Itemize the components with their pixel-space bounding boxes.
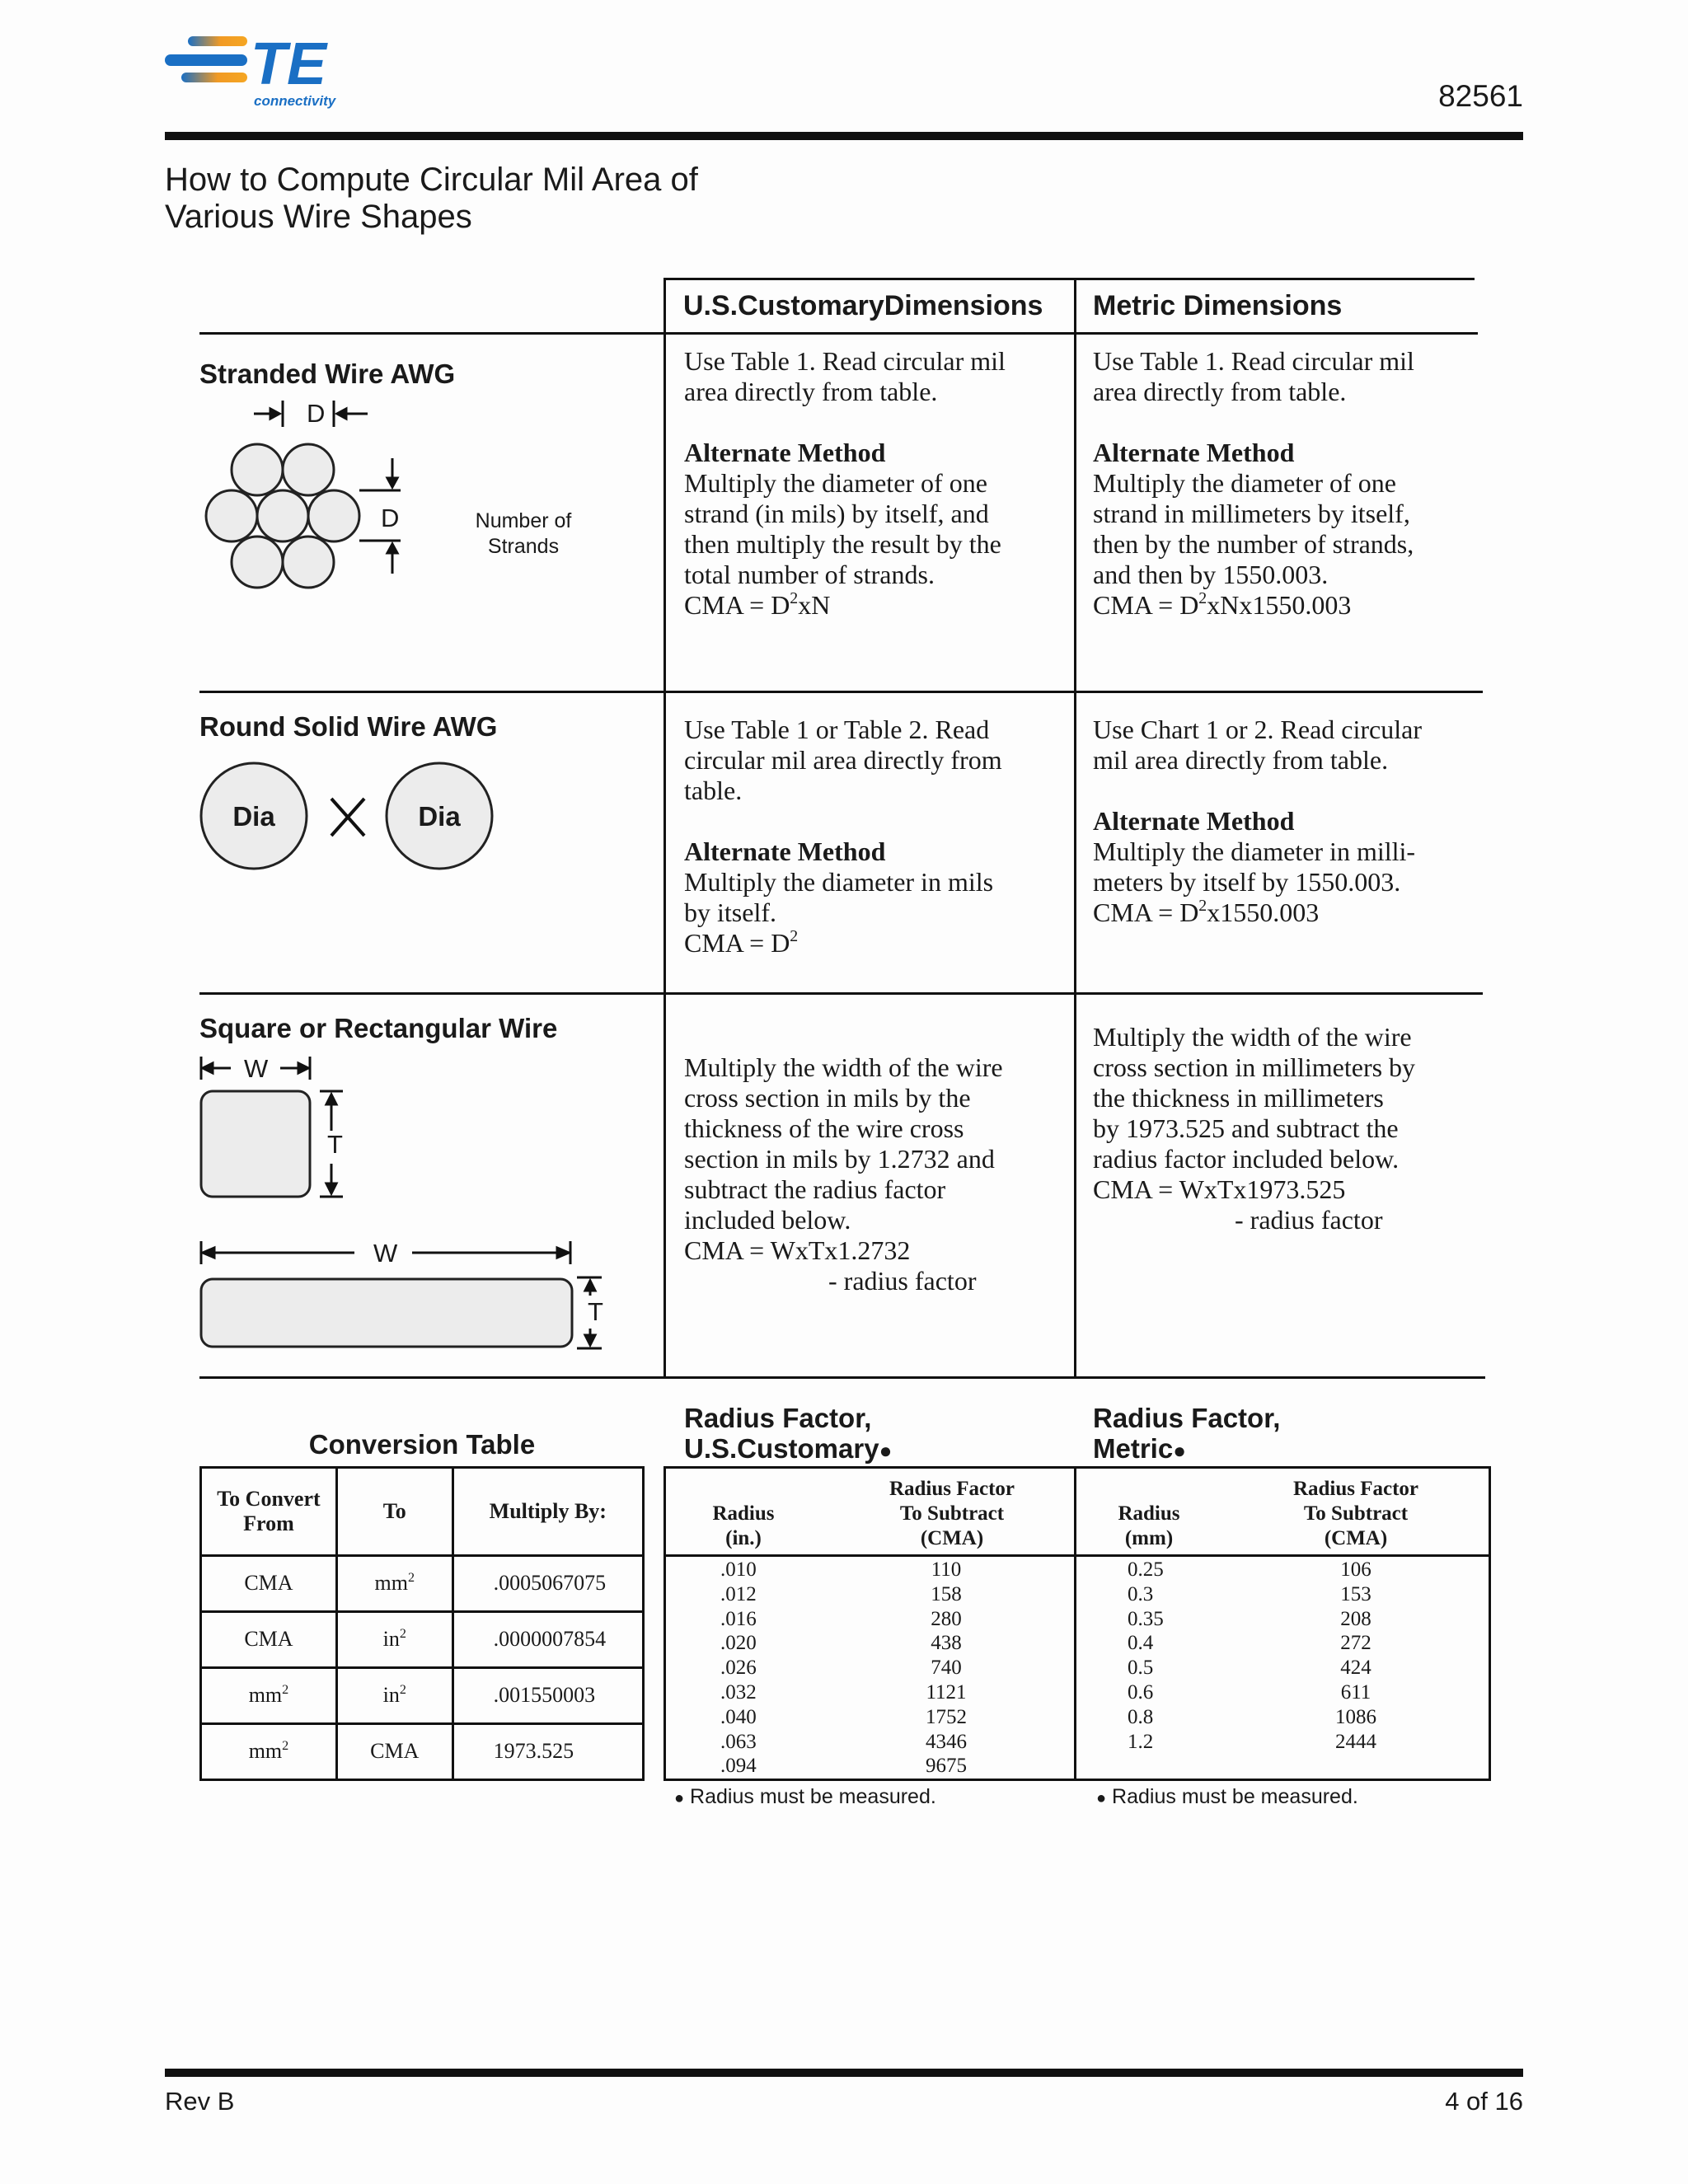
table-row [201, 1555, 644, 1611]
stranded-note [462, 509, 585, 560]
radius-metric-factors [1316, 1558, 1395, 1754]
formula-sup: 2 [790, 589, 799, 608]
row-label-stranded: Stranded Wire AWG [199, 359, 456, 389]
text-line: CMA = WxTx1.2732 [684, 1235, 911, 1265]
title-line-2: Various Wire Shapes [165, 199, 472, 235]
head-line: (CMA) [1324, 1527, 1388, 1549]
text-line: table. [684, 776, 743, 805]
text-line: meters by itself by 1550.003. [1093, 867, 1401, 897]
text-line: - radius factor [1235, 1205, 1383, 1235]
radius-metric-title-line-2: Metric● [1093, 1433, 1186, 1464]
radius-frame-top [663, 1466, 1491, 1469]
footer-rule [165, 2069, 1523, 2077]
radius-factor-value: 1086 [1335, 1705, 1376, 1728]
dia-label-left: Dia [232, 801, 275, 832]
text-line: by 1973.525 and subtract the [1093, 1113, 1399, 1143]
conversion-header-from: To Convert From [217, 1486, 321, 1535]
cell-to: $in^2$ [336, 1667, 452, 1723]
radius-factor-value: 272 [1340, 1632, 1372, 1655]
table-row [201, 1667, 644, 1723]
alt-method-heading: Alternate Method [1093, 806, 1295, 836]
text-line: Multiply the width of the wire [684, 1052, 1003, 1082]
formula-text: xN [798, 590, 831, 620]
cell-to: $in^2$ [336, 1611, 452, 1667]
head-line: (mm) [1124, 1527, 1174, 1549]
radius-metric-col1-head [1100, 1502, 1198, 1551]
radius-factor-value: 2444 [1335, 1730, 1376, 1753]
radius-factor-value: 740 [931, 1657, 962, 1680]
radius-factor-value: 280 [931, 1607, 962, 1630]
cell-from: CMA [201, 1555, 337, 1611]
svg-text:connectivity: connectivity [254, 93, 336, 109]
radius-value: .020 [720, 1632, 757, 1655]
formula [1093, 898, 1480, 928]
table-row [201, 1611, 644, 1667]
head-line: Radius [1118, 1502, 1180, 1525]
radius-factor-value: 208 [1340, 1607, 1372, 1630]
formula-sup: 2 [790, 927, 799, 946]
dia-label-right: Dia [418, 801, 461, 832]
formula-sup: 2 [1198, 897, 1207, 916]
head-line: Radius Factor [889, 1478, 1015, 1500]
conversion-title: Conversion Table [308, 1429, 536, 1460]
head-line: (in.) [725, 1527, 762, 1549]
text-line: cross section in mils by the [684, 1083, 971, 1113]
radius-value: .040 [720, 1705, 757, 1728]
radius-us-col2-head [865, 1477, 1039, 1551]
formula-text: CMA = D [684, 590, 790, 620]
text-line: Multiply the diameter of one [684, 468, 987, 498]
stranded-note-line-1: Number of [475, 509, 572, 532]
radius-us-col1-head [694, 1502, 793, 1551]
document-number: 82561 [1438, 79, 1523, 113]
radius-value: 0.8 [1128, 1705, 1154, 1728]
text-line: mil area directly from table. [1093, 745, 1389, 775]
head-line: Radius Factor [1292, 1478, 1419, 1500]
radius-frame-head [663, 1554, 1491, 1557]
formula-text: CMA = D [684, 928, 790, 958]
text-line: strand (in mils) by itself, and [684, 499, 989, 528]
text-line: circular mil area directly from [684, 745, 1002, 775]
revision: Rev B [165, 2087, 235, 2116]
text-line: CMA = WxTx1973.525 [1093, 1174, 1346, 1204]
radius-value: 0.5 [1128, 1657, 1154, 1680]
dim-t-square: T [327, 1130, 343, 1159]
head-line: To Subtract [899, 1502, 1005, 1525]
dim-w-square: W [244, 1054, 269, 1083]
cell-factor: 1973.525 [452, 1723, 643, 1779]
formula [1093, 590, 1480, 621]
cell-from: $mm^2$ [201, 1667, 337, 1723]
radius-factor-value: 4346 [926, 1730, 967, 1753]
header-rule [165, 132, 1523, 140]
dim-t-rect: T [588, 1297, 603, 1326]
radius-factor-value: 611 [1340, 1680, 1372, 1704]
svg-text:TE: TE [251, 31, 327, 97]
conversion-header [201, 1468, 337, 1556]
radius-factor-value: 424 [1340, 1657, 1372, 1680]
text-line: Multiply the diameter in milli- [1093, 837, 1416, 866]
text-line: Use Table 1. Read circular mil [1093, 346, 1414, 376]
table-rule-col1 [663, 278, 666, 1378]
text-line: Use Table 1. Read circular mil [684, 346, 1006, 376]
head-line: (CMA) [920, 1527, 984, 1549]
text-line: included below. [684, 1205, 851, 1235]
text-line: and then by 1550.003. [1093, 560, 1329, 589]
column-header-metric: Metric Dimensions [1093, 290, 1343, 321]
radius-metric-title [1093, 1403, 1280, 1466]
radius-factor-value: 110 [931, 1558, 962, 1581]
head-line: To Subtract [1303, 1502, 1409, 1525]
dim-w-rect: W [373, 1239, 398, 1268]
radius-metric-title-line-1: Radius Factor, [1093, 1403, 1281, 1433]
text-line: total number of strands. [684, 560, 935, 589]
radius-value: 1.2 [1128, 1730, 1154, 1753]
radius-value: .010 [720, 1558, 757, 1581]
radius-factor-value: 106 [1340, 1558, 1372, 1581]
text-line: radius factor included below. [1093, 1144, 1400, 1174]
radius-value: 0.4 [1128, 1632, 1154, 1655]
stranded-note-line-2: Strands [487, 535, 560, 558]
text-line: Multiply the diameter of one [1093, 468, 1396, 498]
radius-factor-value: 438 [931, 1632, 962, 1655]
formula [684, 590, 1071, 621]
column-header-us: U.S.CustomaryDimensions [683, 290, 1043, 321]
radius-us-title [684, 1403, 892, 1466]
conversion-header: Multiply By: [452, 1468, 643, 1556]
conversion-header-row [201, 1468, 644, 1556]
radius-value: 0.35 [1128, 1607, 1164, 1630]
text-line: Multiply the width of the wire [1093, 1022, 1412, 1052]
title-line-1: How to Compute Circular Mil Area of [165, 162, 698, 198]
cell-factor: .0000007854 [452, 1611, 643, 1667]
text-line: then multiply the result by the [684, 529, 1001, 559]
round-us-cell [684, 715, 1071, 958]
radius-metric-note: ● Radius must be measured. [1096, 1785, 1358, 1808]
text-line: section in mils by 1.2732 and [684, 1144, 995, 1174]
radius-factor-value: 9675 [926, 1755, 967, 1778]
cell-factor: .0005067075 [452, 1555, 643, 1611]
text-line: by itself. [684, 898, 776, 927]
radius-frame-left [663, 1466, 666, 1781]
alt-method-heading: Alternate Method [1093, 438, 1295, 467]
stranded-metric-cell [1093, 346, 1480, 621]
cell-to: CMA [336, 1723, 452, 1779]
radius-us-title-line-2: U.S.Customary● [684, 1433, 893, 1464]
square-metric-cell [1093, 1022, 1480, 1235]
radius-frame-bottom [663, 1779, 1491, 1781]
text-line: then by the number of strands, [1093, 529, 1414, 559]
table-rule-row1 [199, 691, 1483, 693]
alt-method-heading: Alternate Method [684, 438, 886, 467]
conversion-header: To [336, 1468, 452, 1556]
table-rule-row3 [199, 1376, 1485, 1379]
formula [684, 928, 1071, 958]
radius-factor-value: 1121 [926, 1680, 967, 1704]
head-line: Radius [712, 1502, 775, 1525]
radius-value: 0.6 [1128, 1680, 1154, 1704]
radius-factor-value: 153 [1340, 1582, 1372, 1605]
row-label-square: Square or Rectangular Wire [199, 1013, 558, 1043]
radius-frame-right [1489, 1466, 1491, 1781]
radius-factor-value: 158 [931, 1582, 962, 1605]
text-line: area directly from table. [684, 377, 938, 406]
page-title [165, 162, 698, 236]
radius-value: .094 [720, 1755, 757, 1778]
cell-to: $mm^2$ [336, 1555, 452, 1611]
radius-us-note: ● Radius must be measured. [674, 1785, 936, 1808]
text-line: Multiply the diameter in mils [684, 867, 994, 897]
radius-us-factors [907, 1558, 986, 1779]
radius-value: 0.3 [1128, 1582, 1154, 1605]
table-row [201, 1723, 644, 1779]
cell-from: $mm^2$ [201, 1723, 337, 1779]
formula-text: x1550.003 [1207, 898, 1320, 927]
stranded-dim-d-top: D [307, 399, 326, 428]
table-rule-header [199, 332, 1478, 335]
alt-method-heading: Alternate Method [684, 837, 886, 866]
text-line: Use Table 1 or Table 2. Read [684, 715, 990, 744]
text-line: subtract the radius factor [684, 1174, 946, 1204]
square-us-cell [684, 1052, 1071, 1296]
cell-factor: .001550003 [452, 1667, 643, 1723]
stranded-wire-diagram [195, 394, 607, 604]
formula-text: xNx1550.003 [1207, 590, 1352, 620]
text-line: area directly from table. [1093, 377, 1347, 406]
radius-value: .063 [720, 1730, 757, 1753]
formula-text: CMA = D [1093, 590, 1199, 620]
radius-metric-values [1128, 1558, 1202, 1754]
text-line: Use Chart 1 or 2. Read circular [1093, 715, 1422, 744]
radius-value: .032 [720, 1680, 757, 1704]
stranded-us-cell [684, 346, 1071, 621]
page-number: 4 of 16 [1445, 2087, 1523, 2116]
radius-metric-col2-head [1269, 1477, 1442, 1551]
text-line: cross section in millimeters by [1093, 1052, 1416, 1082]
formula-text: CMA = D [1093, 898, 1199, 927]
conversion-table [199, 1466, 645, 1781]
text-line: strand in millimeters by itself, [1093, 499, 1410, 528]
text-line: thickness of the wire cross [684, 1113, 964, 1143]
text-line: the thickness in millimeters [1093, 1083, 1384, 1113]
radius-value: .012 [720, 1582, 757, 1605]
radius-factor-value: 1752 [926, 1705, 967, 1728]
te-connectivity-logo [162, 31, 359, 110]
formula-sup: 2 [1198, 589, 1207, 608]
radius-us-values [720, 1558, 795, 1779]
radius-value: .026 [720, 1657, 757, 1680]
row-label-round: Round Solid Wire AWG [199, 711, 498, 742]
radius-frame-mid [1074, 1466, 1076, 1781]
radius-us-title-line-1: Radius Factor, [684, 1403, 872, 1433]
stranded-dim-d-side: D [381, 504, 400, 532]
rect-wire-diagram [198, 1048, 626, 1366]
round-metric-cell [1093, 715, 1480, 928]
radius-value: 0.25 [1128, 1558, 1164, 1581]
table-rule-row2 [199, 992, 1483, 995]
cell-from: CMA [201, 1611, 337, 1667]
table-rule-top [664, 278, 1475, 280]
text-line: - radius factor [828, 1266, 977, 1296]
radius-value: .016 [720, 1607, 757, 1630]
table-rule-col2 [1074, 278, 1076, 1378]
